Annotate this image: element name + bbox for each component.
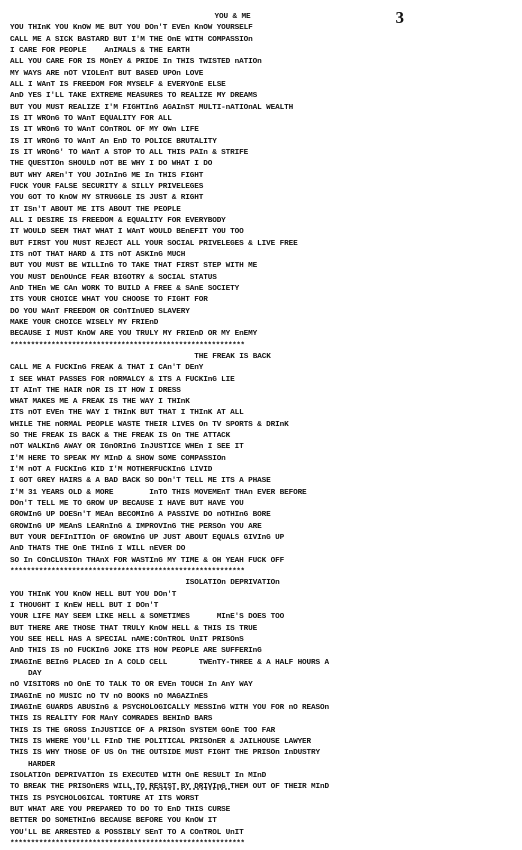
text-line: IT WOULD SEEM THAT WHAT I WAnT WOULD BEnEFIT YOU TOO [10, 228, 244, 237]
text-line: nOT WALKInG AWAY OR IGnORInG InJUSTICE WHEn I SEE IT [10, 443, 244, 452]
text-line: GROWInG UP MEAnS LEARnInG & IMPROVInG THE PERSOn YOU ARE [10, 522, 262, 531]
text-line: ITS YOUR CHOICE WHAT YOU CHOOSE TO FIGHT FOR [10, 296, 208, 305]
section-title: ISOLATIOn DEPRIVATIOn [185, 579, 280, 588]
text-line: HARDER [28, 760, 55, 769]
text-line: AnD THIS IS nO FUCKInG JOKE ITS HOW PEOPLE ARE SUFFERInG [10, 647, 262, 656]
text-line: I'M HERE TO SPEAK MY MInD & SHOW SOME COMPASSIOn [10, 454, 226, 463]
text-line: IT ISn'T ABOUT ME ITS ABOUT THE PEOPLE [10, 205, 181, 214]
text-line: SO In COnCLUSIOn THAnX FOR WASTInG MY TIME & OH YEAH FUCK OFF [10, 556, 285, 565]
text-line: I'M 31 YEARS OLD & MORE InTO THIS MOVEMEnT THAn EVER BEFORE [10, 488, 307, 497]
text-line: IS IT WROnG TO WAnT EQUALITY FOR ALL [10, 114, 172, 123]
text-line: BUT THERE ARE THOSE THAT TRULY KnOW HELL & THIS IS TRUE [10, 624, 258, 633]
text-line: BETTER DO SOMETHInG BECAUSE BEFORE YOU KnOW IT [10, 817, 217, 826]
text-line: nO VISITORS nO OnE TO TALK TO OR EVEn TOUCH In AnY WAY [10, 681, 253, 690]
text-line: BUT WHAT ARE YOU PREPARED TO DO TO EnD THIS CURSE [10, 805, 231, 814]
text-line: AnD THEn WE CAn WORK TO BUILD A FREE & SAnE SOCIETY [10, 284, 240, 293]
text-line: WHILE THE nORMAL PEOPLE WASTE THEIR LIVES On TV SPORTS & DRInK [10, 420, 289, 429]
text-line: IS IT WROnG TO WAnT COnTROL OF MY OWn LIFE [10, 126, 199, 135]
text-line: YOU'LL BE ARRESTED & POSSIBLY SEnT TO A COnTROL UnIT [10, 828, 244, 837]
text-line: MY WAYS ARE nOT VIOLEnT BUT BASED UPOn LOVE [10, 69, 204, 78]
text-line: SO THE FREAK IS BACK & THE FREAK IS On THE ATTACK [10, 432, 231, 441]
text-line: YOU GOT TO KnOW MY STRUGGLE IS JUST & RIGHT [10, 194, 204, 203]
text-line: WHAT MAKES ME A FREAK IS THE WAY I THInK [10, 398, 190, 407]
text-line: GROWInG UP DOESn'T MEAn BECOMInG A PASSIVE DO nOTHInG BORE [10, 511, 271, 520]
text-line: YOUR LIFE MAY SEEM LIKE HELL & SOMETIMES MInE'S DOES TOO [10, 613, 285, 622]
text-line: I'M nOT A FUCKInG KID I'M MOTHERFUCKInG LIVID [10, 466, 213, 475]
text-line: TO BREAK THE PRISOnERS WILL TO RESIST BY DRIVInG THEM OUT OF THEIR MInD [10, 783, 330, 792]
text-line: BECAUSE I MUST KnOW ARE YOU TRULY MY FRIEnD OR MY EnEMY [10, 330, 258, 339]
text-line: CALL ME A SICK BASTARD BUT I'M THE OnE WITH COMPASSIOn [10, 35, 253, 44]
text-line: IMAGInE BEInG PLACED In A COLD CELL TWEnTY-THREE & A HALF HOURS A [10, 658, 330, 667]
text-line: THE QUESTIOn SHOULD nOT BE WHY I DO WHAT I DO [10, 160, 213, 169]
text-line: YOU THInK YOU KnOW ME BUT YOU DOn'T EVEn KnOW YOURSELF [10, 24, 253, 33]
text-line: BUT YOU MUST BE WILLInG TO TAKE THAT FIRST STEP WITH ME [10, 262, 258, 271]
text-line: I THOUGHT I KnEW HELL BUT I DOn'T [10, 602, 159, 611]
bottom-dotted-mark [130, 788, 230, 792]
text-line: YOU THInK YOU KnOW HELL BUT YOU DOn'T [10, 590, 177, 599]
text-line: ISOLATIOn DEPRIVATIOn IS EXECUTED WITH OnE RESULT In MInD [10, 771, 267, 780]
text-line: FUCK YOUR FALSE SECURITY & SILLY PRIVELEGES [10, 182, 204, 191]
text-line: DOn'T TELL ME TO GROW UP BECAUSE I HAVE BUT HAVE YOU [10, 500, 244, 509]
text-line: THIS IS WHERE YOU'LL FInD THE POLITICAL PRISOnER & JAILHOUSE LAWYER [10, 738, 312, 746]
text-line: THIS IS PSYCHOLOGICAL TORTURE AT ITS WORST [10, 794, 199, 803]
section-divider: ********************************************************* [10, 568, 245, 577]
text-line: ALL I WAnT IS FREEDOM FOR MYSELF & EVERYOnE ELSE [10, 80, 226, 89]
text-line: IMAGInE GUARDS ABUSInG & PSYCHOLOGICALLY MESSInG WITH YOU FOR nO REASOn [10, 704, 330, 713]
section-divider: ********************************************************* [10, 341, 245, 350]
section-divider: ********************************************************* [10, 839, 245, 848]
text-line: AnD YES I'LL TAKE EXTREME MEASURES TO REALIZE MY DREAMS [10, 92, 258, 101]
text-line: CALL ME A FUCKInG FREAK & THAT I CAn'T DEnY [10, 364, 204, 373]
text-line: BUT YOUR DEFInITIOn OF GROWInG UP JUST ABOUT EQUALS GIVInG UP [10, 534, 285, 543]
text-line: I SEE WHAT PASSES FOR nORMALCY & ITS A FUCKInG LIE [10, 375, 235, 384]
text-line: THIS IS REALITY FOR MAnY COMRADES BEHInD BARS [10, 715, 213, 724]
text-line: ALL I DESIRE IS FREEDOM & EQUALITY FOR EVERYBODY [10, 216, 226, 225]
section-title: THE FREAK IS BACK [194, 352, 271, 361]
text-line: AnD THATS THE OnE THInG I WILL nEVER DO [10, 545, 186, 554]
text-line: I CARE FOR PEOPLE AnIMALS & THE EARTH [10, 46, 190, 55]
text-line: YOU SEE HELL HAS A SPECIAL nAME:COnTROL UnIT PRISOnS [10, 636, 244, 645]
section-title: YOU & ME [214, 13, 251, 21]
text-line: IMAGInE nO MUSIC nO TV nO BOOKS nO MAGAZInES [10, 692, 208, 701]
text-line: ALL YOU CARE FOR IS MOnEY & PRIDE In THIS TWISTED nATIOn [10, 58, 262, 67]
text-line: THIS IS THE GROSS InJUSTICE OF A PRISOn SYSTEM GOnE TOO FAR [10, 726, 276, 735]
text-line: DAY [28, 670, 42, 679]
text-line: IS IT WROnG' TO WAnT A STOP TO ALL THIS PAIn & STRIFE [10, 148, 249, 157]
text-line: DO YOU WAnT FREEDOM OR COnTInUED SLAVERY [10, 307, 190, 316]
text-line: IT AInT THE HAIR nOR IS IT HOW I DRESS [10, 386, 181, 395]
text-line: BUT WHY AREn'T YOU JOInInG ME In THIS FIGHT [10, 171, 204, 180]
text-line: YOU MUST DEnOUnCE FEAR BIGOTRY & SOCIAL STATUS [10, 273, 217, 282]
text-line: ITS nOT EVEn THE WAY I THInK BUT THAT I THInK AT ALL [10, 409, 244, 418]
text-line: IS IT WROnG TO WAnT An EnD TO POLICE BRUTALITY [10, 137, 217, 146]
page-number: 3 [395, 8, 404, 27]
text-line: BUT YOU MUST REALIZE I'M FIGHTInG AGAInST MULTI-nATIOnAL WEALTH [10, 103, 294, 112]
text-line: BUT FIRST YOU MUST REJECT ALL YOUR SOCIAL PRIVELEGES & LIVE FREE [10, 239, 298, 248]
text-line: I GOT GREY HAIRS & A BAD BACK SO DOn'T TELL ME ITS A PHASE [10, 477, 271, 486]
poem-text [10, 12, 515, 850]
text-line: MAKE YOUR CHOICE WISELY MY FRIEnD [10, 318, 159, 327]
text-line: ITS nOT THAT HARD & ITS nOT ASKInG MUCH [10, 250, 186, 259]
text-line: THIS IS WHY THOSE OF US On THE OUTSIDE MUST FIGHT THE PRISOn InDUSTRY [10, 749, 321, 758]
